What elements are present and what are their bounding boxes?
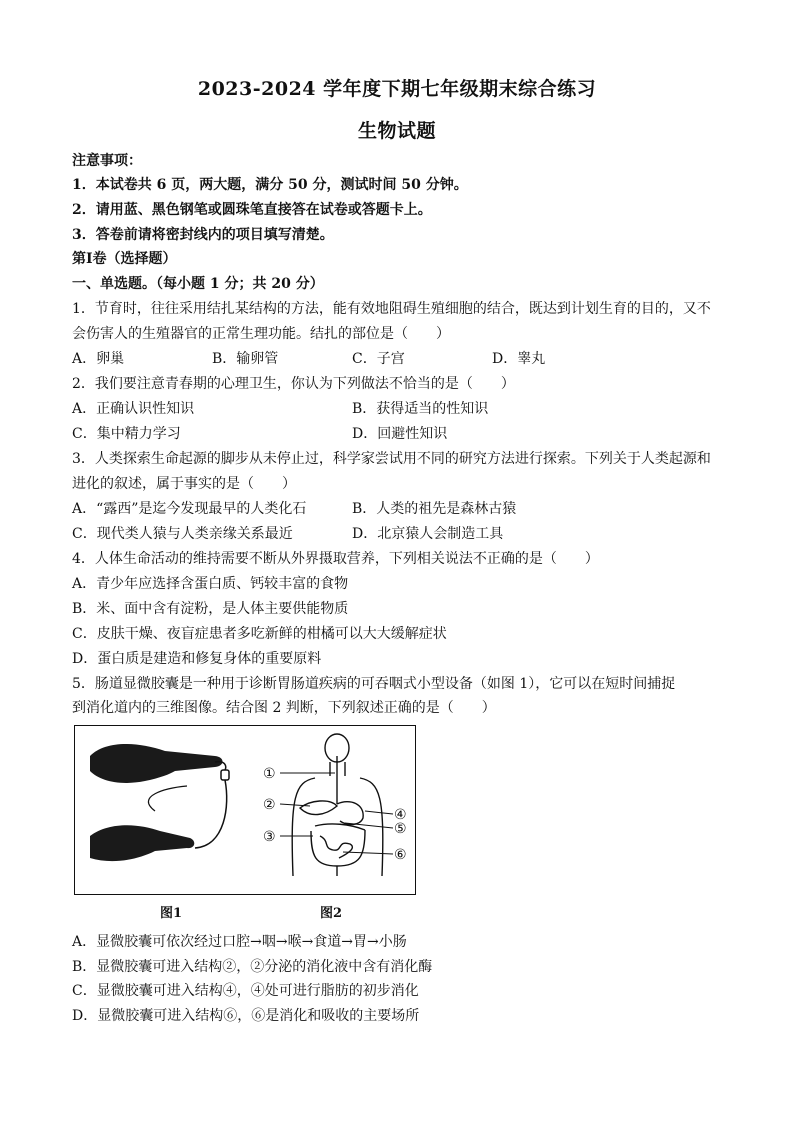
question-stem: 4．人体生命活动的维持需要不断从外界摄取营养，下列相关说法不正确的是（ ） — [72, 551, 599, 567]
option: D．回避性知识 — [352, 426, 448, 442]
figure-caption-2: 图2 — [320, 906, 343, 921]
label-2: ② — [263, 797, 276, 813]
option: D．显微胶囊可进入结构⑥，⑥是消化和吸收的主要场所 — [72, 1008, 420, 1024]
figure-box — [74, 725, 416, 895]
section-heading: 一、单选题。（每小题 1 分；共 20 分） — [72, 276, 324, 292]
exam-title: 2023-2024 学年度下期七年级期末综合练习 — [197, 78, 597, 100]
digestive-system-diagram — [292, 734, 383, 876]
option: B．米、面中含有淀粉，是人体主要供能物质 — [72, 601, 349, 617]
label-3: ③ — [263, 829, 276, 845]
notice-item: 1．本试卷共 6 页，两大题，满分 50 分，测试时间 50 分钟。 — [72, 177, 468, 193]
option: D．蛋白质是建造和修复身体的重要原料 — [72, 651, 322, 667]
notice-heading: 注意事项： — [72, 153, 142, 169]
question-stem: 1．节育时，往往采用结扎某结构的方法，能有效地阻碍生殖细胞的结合，既达到计划生育的目的，又不 — [72, 301, 711, 317]
question-stem: 3．人类探索生命起源的脚步从未停止过，科学家尝试用不同的研究方法进行探索。下列关于人类起源和 — [72, 451, 711, 467]
option: A．正确认识性知识 — [72, 401, 195, 417]
question-stem: 到消化道内的三维图像。结合图 2 判断，下列叙述正确的是（ ） — [72, 700, 496, 716]
option: A．卵巢 — [72, 351, 125, 367]
option: C．皮肤干燥、夜盲症患者多吃新鲜的柑橘可以大大缓解症状 — [72, 626, 447, 642]
option: B．获得适当的性知识 — [352, 401, 489, 417]
question-stem: 2．我们要注意青春期的心理卫生，你认为下列做法不恰当的是（ ） — [72, 376, 515, 392]
option: C．子宫 — [352, 351, 405, 367]
option: D．北京猿人会制造工具 — [352, 526, 504, 542]
option: C．现代类人猿与人类亲缘关系最近 — [72, 526, 293, 542]
label-1: ① — [263, 766, 276, 782]
question-stem: 5．肠道显微胶囊是一种用于诊断胃肠道疾病的可吞咽式小型设备（如图 1），它可以在短时间捕捉 — [72, 676, 676, 692]
capsule-hands-illustration — [90, 744, 229, 861]
option: D．睾丸 — [492, 351, 546, 367]
question-stem: 进化的叙述，属于事实的是（ ） — [72, 476, 296, 492]
option: A．“露西”是迄今发现最早的人类化石 — [72, 501, 307, 517]
option: A．青少年应选择含蛋白质、钙较丰富的食物 — [72, 576, 349, 592]
part-heading: 第Ⅰ卷（选择题） — [72, 251, 177, 267]
diagram-labels — [263, 766, 407, 863]
figure-caption-1: 图1 — [160, 906, 183, 921]
option: B．显微胶囊可进入结构②，②分泌的消化液中含有消化酶 — [72, 959, 433, 975]
option: C．显微胶囊可进入结构④，④处可进行脂肪的初步消化 — [72, 983, 419, 999]
option: B．人类的祖先是森林古猿 — [352, 501, 517, 517]
exam-subtitle: 生物试题 — [357, 120, 436, 142]
label-5: ⑤ — [394, 821, 407, 837]
notice-item: 2．请用蓝、黑色钢笔或圆珠笔直接答在试卷或答题卡上。 — [72, 202, 432, 218]
label-4: ④ — [394, 807, 407, 823]
question-stem: 会伤害人的生殖器官的正常生理功能。结扎的部位是（ ） — [72, 326, 450, 342]
figure-illustration — [75, 726, 415, 894]
label-6: ⑥ — [394, 847, 407, 863]
option: A．显微胶囊可依次经过口腔→咽→喉→食道→胃→小肠 — [72, 934, 407, 950]
option: C．集中精力学习 — [72, 426, 181, 442]
option: B．输卵管 — [212, 351, 279, 367]
notice-item: 3．答卷前请将密封线内的项目填写清楚。 — [72, 227, 334, 243]
